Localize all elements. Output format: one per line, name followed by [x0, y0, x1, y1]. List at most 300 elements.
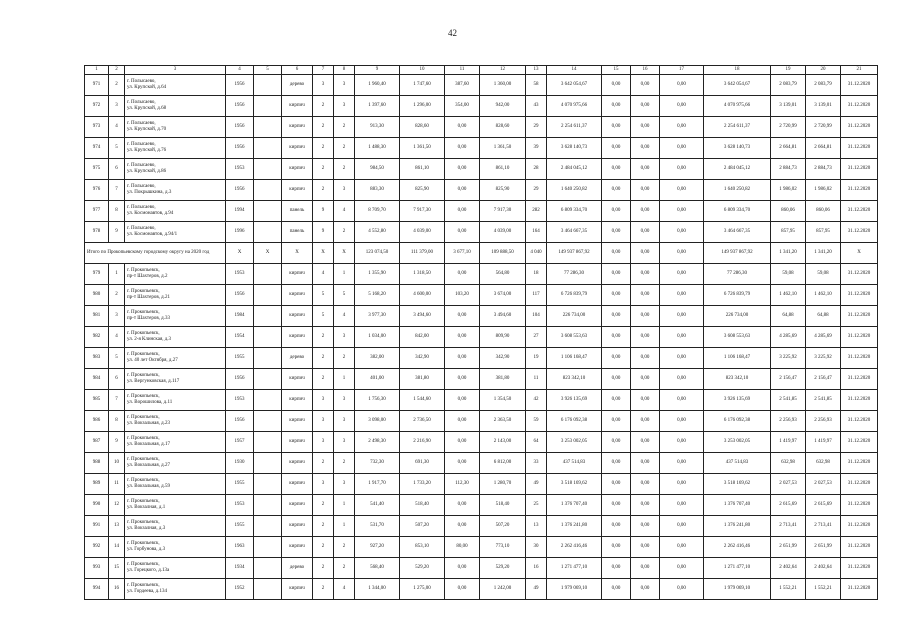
table-cell: 0,00 [631, 474, 660, 495]
table-cell: 1 552,21 [771, 579, 806, 600]
table-cell: 2 [313, 117, 334, 138]
table-cell: 3 [109, 306, 125, 327]
table-cell: 5 [109, 348, 125, 369]
table-cell: 387,60 [445, 75, 480, 96]
table-cell: 149 937 867,92 [704, 243, 771, 264]
table-row [85, 327, 878, 348]
table-cell: 1956 [226, 117, 254, 138]
table-cell: 773,10 [480, 537, 526, 558]
table-cell: 149 937 867,92 [547, 243, 602, 264]
table-cell: 564,80 [480, 264, 526, 285]
table-cell: 0,00 [445, 390, 480, 411]
table-cell: 992 [85, 537, 109, 558]
table-cell: 0,00 [631, 516, 660, 537]
table-cell: 0,00 [445, 117, 480, 138]
table-cell: 3 977,30 [355, 306, 400, 327]
table-cell: 1955 [226, 348, 254, 369]
table-cell: 507,20 [480, 516, 526, 537]
table-cell: 31.12.2020 [841, 117, 878, 138]
table-cell: 1 [109, 264, 125, 285]
table-cell: 12 [109, 495, 125, 516]
table-cell: 2 541,85 [771, 390, 806, 411]
table-row [85, 96, 878, 117]
table-cell: 3 [334, 432, 355, 453]
table-cell: кирпич [282, 516, 313, 537]
table-cell: 828,60 [400, 117, 445, 138]
table-cell: 1 733,20 [400, 474, 445, 495]
table-cell: 0,00 [660, 96, 704, 117]
table-cell: 33 [526, 453, 547, 474]
table-cell: 825,90 [480, 180, 526, 201]
table-cell: 7 917,30 [480, 201, 526, 222]
table-cell: 18 [526, 264, 547, 285]
table-cell: 3 [334, 411, 355, 432]
table-cell: 913,30 [355, 117, 400, 138]
table-cell: 2 [313, 96, 334, 117]
table-cell: дерево [282, 75, 313, 96]
table-cell: 3 253 002,05 [704, 432, 771, 453]
table-cell: 860,06 [771, 201, 806, 222]
table-cell: 1 376 241,80 [704, 516, 771, 537]
address-cell: г. Полысаево, ул. Космонавтов, д.94 [125, 201, 226, 222]
table-cell [254, 138, 282, 159]
table-cell: 0,00 [445, 411, 480, 432]
table-cell: 1957 [226, 432, 254, 453]
table-cell [254, 117, 282, 138]
table-cell: 31.12.2020 [841, 96, 878, 117]
table-cell: 4 285,69 [771, 327, 806, 348]
table-cell: 31.12.2020 [841, 432, 878, 453]
table-cell: 0,00 [660, 243, 704, 264]
table-cell: 2 402,64 [806, 558, 841, 579]
address-cell: г. Прокопьевск, ул. 40 лет Октября, д.27 [125, 348, 226, 369]
table-cell: 2 [334, 222, 355, 243]
table-cell: 9 [313, 201, 334, 222]
address-cell: г. Полысаево, ул. Космонавтов, д.94/1 [125, 222, 226, 243]
address-cell: г. Прокопьевск, ул. Вокзальная, д.17 [125, 432, 226, 453]
table-cell: 842,00 [400, 327, 445, 348]
table-cell: 2 713,41 [806, 516, 841, 537]
table-cell: 2 027,53 [806, 474, 841, 495]
table-cell: 0,00 [660, 117, 704, 138]
address-cell: г. Прокопьевск, ул. 2-я Клинская, д.3 [125, 327, 226, 348]
table-cell: 3 642 054,67 [547, 75, 602, 96]
table-cell: 0,00 [660, 159, 704, 180]
table-cell: 3 225,92 [806, 348, 841, 369]
table-cell: 0,00 [631, 495, 660, 516]
table-cell: 0,00 [445, 138, 480, 159]
table-cell [254, 390, 282, 411]
table-cell: 58 [526, 75, 547, 96]
table-cell [254, 75, 282, 96]
table-cell: 3 642 054,67 [704, 75, 771, 96]
table-cell: 4 039,00 [480, 222, 526, 243]
table-cell: 401,00 [355, 369, 400, 390]
table-cell: 987 [85, 432, 109, 453]
table-cell: 11 [109, 474, 125, 495]
table-cell: 0,00 [631, 264, 660, 285]
table-cell: 0,00 [631, 75, 660, 96]
table-cell: 9 [313, 222, 334, 243]
table-cell: 974 [85, 138, 109, 159]
table-cell: 1 355,90 [355, 264, 400, 285]
table-cell: 31.12.2020 [841, 306, 878, 327]
table-cell: 4 [334, 579, 355, 600]
table-cell: 0,00 [445, 201, 480, 222]
table-cell: дерево [282, 348, 313, 369]
table-cell: 0,00 [660, 75, 704, 96]
table-cell: 5 168,20 [355, 285, 400, 306]
table-cell: 632,98 [806, 453, 841, 474]
table-cell: 0,00 [660, 201, 704, 222]
table-cell: 828,60 [480, 117, 526, 138]
table-cell: 16 [109, 579, 125, 600]
table-cell: 2 262 416,46 [704, 537, 771, 558]
table-cell: 2 216,90 [400, 432, 445, 453]
table-cell: панель [282, 201, 313, 222]
table-cell: 1 296,00 [400, 96, 445, 117]
table-cell: 19 [526, 348, 547, 369]
table-cell: 3 926 135,69 [547, 390, 602, 411]
table-cell: 3 464 667,35 [704, 222, 771, 243]
table-cell: кирпич [282, 432, 313, 453]
table-cell: 31.12.2020 [841, 495, 878, 516]
table-cell: 31.12.2020 [841, 453, 878, 474]
table-cell: 0,00 [660, 348, 704, 369]
table-cell: 1 488,30 [355, 138, 400, 159]
table-cell: 5 [313, 306, 334, 327]
table-cell: 2 254 611,37 [547, 117, 602, 138]
table-cell: 809,90 [480, 327, 526, 348]
table-cell [254, 96, 282, 117]
table-cell: 1963 [226, 537, 254, 558]
column-number-cell: 19 [771, 66, 806, 75]
column-number-cell: 6 [282, 66, 313, 75]
table-cell: 1 106 168,47 [547, 348, 602, 369]
table-cell: 0,00 [660, 180, 704, 201]
table-cell: 861,10 [400, 159, 445, 180]
table-cell: 13 [109, 516, 125, 537]
table-cell: 1 960,40 [355, 75, 400, 96]
table-cell: 0,00 [631, 201, 660, 222]
table-cell: 632,98 [771, 453, 806, 474]
table-row [85, 411, 878, 432]
table-cell: 0,00 [660, 390, 704, 411]
table-cell: 1952 [226, 579, 254, 600]
table-cell: 30 [526, 537, 547, 558]
table-cell: 2 [334, 537, 355, 558]
table-cell: 0,00 [445, 369, 480, 390]
table-row [85, 138, 878, 159]
table-cell [254, 369, 282, 390]
table-row [85, 348, 878, 369]
table-cell: 0,00 [445, 222, 480, 243]
table-cell [254, 495, 282, 516]
table-cell: 59,08 [806, 264, 841, 285]
table-cell: 31.12.2020 [841, 285, 878, 306]
table-cell: 0,00 [445, 558, 480, 579]
table-cell: 5 [334, 285, 355, 306]
table-cell: 0,00 [602, 453, 631, 474]
table-cell: 1 979 069,10 [547, 579, 602, 600]
table-cell: 976 [85, 180, 109, 201]
table-cell: 31.12.2020 [841, 537, 878, 558]
table-cell: 77 286,30 [547, 264, 602, 285]
table-cell: 6 809 334,70 [547, 201, 602, 222]
table-cell: 14 [109, 537, 125, 558]
table-cell: 942,00 [480, 96, 526, 117]
column-number-cell: 14 [547, 66, 602, 75]
table-cell: 1 [334, 495, 355, 516]
table-cell: 529,20 [480, 558, 526, 579]
table-cell: 1956 [226, 75, 254, 96]
table-cell: 2 720,99 [771, 117, 806, 138]
table-cell: 1 462,10 [806, 285, 841, 306]
table-cell: 531,70 [355, 516, 400, 537]
table-cell: 3 674,00 [480, 285, 526, 306]
table-cell: 2 736,50 [400, 411, 445, 432]
table-row [85, 201, 878, 222]
table-cell: 31.12.2020 [841, 222, 878, 243]
table-cell: 823 342,10 [704, 369, 771, 390]
table-cell: 1 341,20 [806, 243, 841, 264]
table-cell: 988 [85, 453, 109, 474]
table-cell: 1 979 069,10 [704, 579, 771, 600]
table-cell: 2 713,41 [771, 516, 806, 537]
table-cell: 0,00 [660, 453, 704, 474]
table-cell: 0,00 [602, 117, 631, 138]
table-cell: 568,40 [355, 558, 400, 579]
table-cell: 1 271 477,10 [547, 558, 602, 579]
table-cell: 2 [313, 138, 334, 159]
table-cell: 0,00 [631, 453, 660, 474]
table-cell: 0,00 [631, 432, 660, 453]
table-cell: 2 [313, 453, 334, 474]
table-cell: 0,00 [660, 579, 704, 600]
table-cell: 123 074,50 [355, 243, 400, 264]
table-cell: 3 [334, 180, 355, 201]
page-number: 42 [448, 28, 457, 38]
table-cell [254, 411, 282, 432]
column-number-cell: 15 [602, 66, 631, 75]
table-cell: 0,00 [602, 537, 631, 558]
table-cell: X [226, 243, 254, 264]
table-cell [254, 180, 282, 201]
table-cell: 0,00 [631, 138, 660, 159]
table-cell: 6 726 839,79 [547, 285, 602, 306]
table-cell: 3 253 002,05 [547, 432, 602, 453]
table-cell: кирпич [282, 453, 313, 474]
table-cell: 10 [109, 453, 125, 474]
table-row [85, 453, 878, 474]
table-cell: 2 [313, 579, 334, 600]
table-cell: 0,00 [602, 243, 631, 264]
table-cell: 1 397,60 [355, 96, 400, 117]
table-cell: 691,30 [400, 453, 445, 474]
table-cell: 0,00 [660, 495, 704, 516]
table-cell: 0,00 [445, 306, 480, 327]
table-cell: 381,80 [400, 369, 445, 390]
table-cell: 80,00 [445, 537, 480, 558]
table-row [85, 159, 878, 180]
table-cell: 0,00 [602, 201, 631, 222]
column-number-cell: 9 [355, 66, 400, 75]
table-cell: 0,00 [631, 348, 660, 369]
table-cell: 29 [526, 180, 547, 201]
table-cell: 382,00 [355, 348, 400, 369]
table-cell: 981 [85, 306, 109, 327]
column-number-cell: 8 [334, 66, 355, 75]
table-cell: 0,00 [445, 579, 480, 600]
column-number-cell: 12 [480, 66, 526, 75]
table-cell: 0,00 [602, 432, 631, 453]
table-cell [254, 453, 282, 474]
table-cell: 972 [85, 96, 109, 117]
table-cell [254, 327, 282, 348]
table-cell: 2 [313, 180, 334, 201]
data-table [84, 65, 878, 600]
address-cell: г. Прокопьевск, ул. Ворошилова, д.11 [125, 390, 226, 411]
table-cell: 2 156,47 [771, 369, 806, 390]
table-cell: 1 986,02 [806, 180, 841, 201]
table-cell: 990 [85, 495, 109, 516]
table-row [85, 474, 878, 495]
table-cell: 4 [109, 117, 125, 138]
table-cell: 518,40 [400, 495, 445, 516]
column-number-cell: 13 [526, 66, 547, 75]
address-cell: г. Прокопьевск, ул. Вокзалная, д.3 [125, 516, 226, 537]
table-cell: X [282, 243, 313, 264]
table-row [85, 285, 878, 306]
table-cell: 5 [109, 138, 125, 159]
table-cell: 2 884,73 [771, 159, 806, 180]
table-cell: 2 651,99 [806, 537, 841, 558]
table-cell: 31.12.2020 [841, 201, 878, 222]
table-cell: 3 494,60 [400, 306, 445, 327]
table-cell: 437 514,83 [704, 453, 771, 474]
table-cell: 164 [526, 222, 547, 243]
table-cell: 1 544,60 [400, 390, 445, 411]
table-cell: 31.12.2020 [841, 579, 878, 600]
table-cell [254, 264, 282, 285]
table-cell: 989 [85, 474, 109, 495]
table-cell: 2 [313, 327, 334, 348]
table-cell: 1956 [226, 96, 254, 117]
table-cell: 31.12.2020 [841, 159, 878, 180]
table-row [85, 306, 878, 327]
table-cell: 2 720,99 [806, 117, 841, 138]
table-cell: 986 [85, 411, 109, 432]
table-cell: 861,10 [480, 159, 526, 180]
table-cell: 0,00 [602, 579, 631, 600]
table-cell: 4 [334, 201, 355, 222]
table-cell: 31.12.2020 [841, 474, 878, 495]
table-cell: 1 [334, 369, 355, 390]
table-cell [254, 537, 282, 558]
column-number-cell: 18 [704, 66, 771, 75]
table-cell: 927,20 [355, 537, 400, 558]
table-row [85, 369, 878, 390]
table-cell: 1 917,70 [355, 474, 400, 495]
table-cell: 43 [526, 96, 547, 117]
table-cell: 977 [85, 201, 109, 222]
table-cell: 0,00 [631, 180, 660, 201]
table-cell: 993 [85, 558, 109, 579]
table-cell: 3 139,01 [806, 96, 841, 117]
table-cell: 1 419,97 [806, 432, 841, 453]
table-cell: 1984 [226, 306, 254, 327]
table-cell: 2 484 045,12 [704, 159, 771, 180]
table-cell [254, 159, 282, 180]
table-cell: 732,30 [355, 453, 400, 474]
subtotal-row [85, 243, 878, 264]
table-cell [254, 516, 282, 537]
table-cell: 2 664,81 [771, 138, 806, 159]
table-cell: кирпич [282, 495, 313, 516]
table-cell: 857,95 [771, 222, 806, 243]
table-cell: 1 242,00 [480, 579, 526, 600]
address-cell: г. Прокопьевск, ул. Вергунковская, д.117 [125, 369, 226, 390]
table-cell [254, 348, 282, 369]
table-cell: 1 756,30 [355, 390, 400, 411]
table-cell: 111 379,00 [400, 243, 445, 264]
table-cell: 437 514,83 [547, 453, 602, 474]
table-cell: 0,00 [445, 180, 480, 201]
table-cell: 2 [313, 537, 334, 558]
table-cell: 0,00 [660, 306, 704, 327]
table-cell: 3 628 140,73 [547, 138, 602, 159]
table-cell: 42 [526, 390, 547, 411]
table-cell: 1 360,00 [480, 75, 526, 96]
table-cell: 991 [85, 516, 109, 537]
table-row [85, 117, 878, 138]
table-cell [254, 558, 282, 579]
table-cell: 2 541,85 [806, 390, 841, 411]
table-cell: 1955 [226, 516, 254, 537]
table-cell: 31.12.2020 [841, 264, 878, 285]
table-cell: 0,00 [445, 348, 480, 369]
table-row [85, 264, 878, 285]
table-cell: 1 271 477,10 [704, 558, 771, 579]
table-cell: 4 600,00 [400, 285, 445, 306]
table-cell: 1 376 707,40 [547, 495, 602, 516]
table-cell: 2 256,93 [806, 411, 841, 432]
table-cell: 3 [313, 390, 334, 411]
table-cell: кирпич [282, 264, 313, 285]
table-cell: 979 [85, 264, 109, 285]
table-cell: 973 [85, 117, 109, 138]
table-cell: 3 [313, 432, 334, 453]
address-cell: г. Полысаево, ул. Крупской, д.86 [125, 159, 226, 180]
table-cell: 31.12.2020 [841, 180, 878, 201]
table-cell: 980 [85, 285, 109, 306]
table-cell: 0,00 [602, 390, 631, 411]
table-cell: 0,00 [602, 495, 631, 516]
table-cell: 985 [85, 390, 109, 411]
table-cell: кирпич [282, 579, 313, 600]
table-cell: 1956 [226, 369, 254, 390]
table-cell: 25 [526, 495, 547, 516]
table-cell: 3 [334, 96, 355, 117]
table-cell: кирпич [282, 159, 313, 180]
table-cell: 2 156,47 [806, 369, 841, 390]
table-cell: 2 [109, 75, 125, 96]
table-cell: 1 376 241,80 [547, 516, 602, 537]
table-cell: 381,80 [480, 369, 526, 390]
table-cell: 978 [85, 222, 109, 243]
table-cell: 31.12.2020 [841, 558, 878, 579]
table-cell: 226 734,00 [704, 306, 771, 327]
